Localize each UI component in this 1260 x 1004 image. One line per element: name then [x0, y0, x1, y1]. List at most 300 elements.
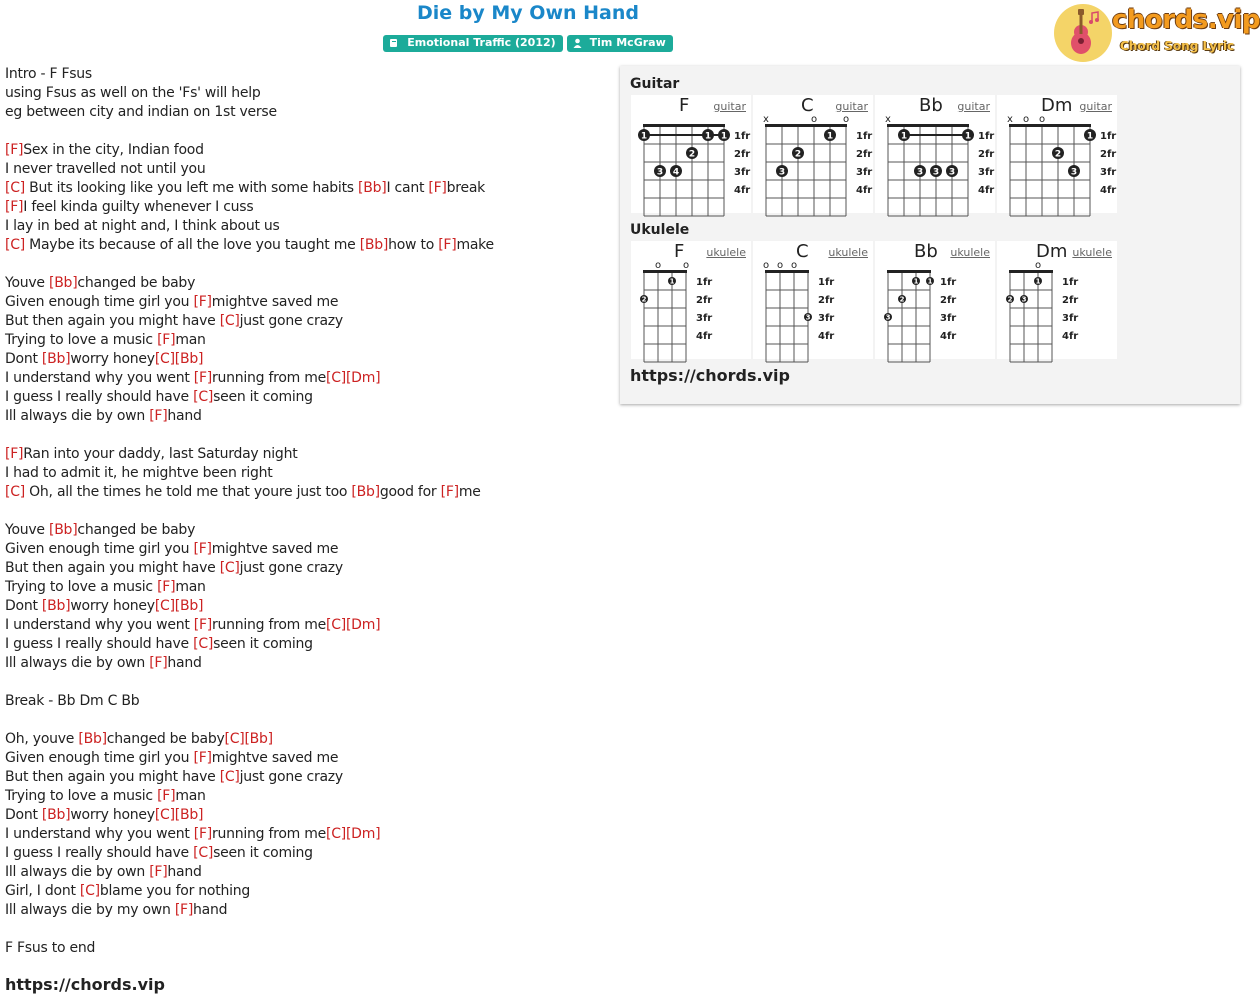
lyric-text: Girl, I dont	[5, 883, 80, 899]
chord-link[interactable]: [C]	[219, 313, 240, 329]
ukulele-chord-card[interactable]	[875, 241, 995, 359]
lyric-text: seen it coming	[213, 845, 313, 861]
lyric-text: mightve saved me	[211, 541, 339, 557]
chord-link[interactable]: [Dm]	[345, 617, 381, 633]
fret-label: 1fr	[1062, 277, 1079, 288]
lyric-text: Ill always die by own	[5, 655, 150, 671]
user-icon	[573, 38, 582, 48]
instrument-link[interactable]: guitar	[713, 100, 746, 113]
chord-name: C	[796, 241, 809, 262]
artist-badge[interactable]	[567, 35, 673, 52]
lyric-text: Break - Bb Dm C Bb	[5, 693, 140, 709]
finger-dot	[898, 295, 906, 304]
chord-link[interactable]: [C]	[193, 636, 214, 652]
open-string-marker: o	[842, 114, 850, 125]
chord-link[interactable]: [F]	[174, 902, 194, 918]
lyric-line	[5, 635, 610, 654]
open-string-marker: o	[810, 114, 818, 125]
finger-dot	[702, 129, 714, 142]
ukulele-chord-card[interactable]	[753, 241, 873, 359]
finger-dot	[1052, 147, 1064, 160]
lyric-text: Ill always die by own	[5, 864, 150, 880]
lyric-line	[5, 768, 610, 787]
chord-link[interactable]: [Bb]	[48, 275, 78, 291]
lyric-line	[5, 578, 610, 597]
instrument-link[interactable]: guitar	[957, 100, 990, 113]
finger-dot	[884, 313, 892, 322]
chord-diagram	[997, 241, 1117, 359]
chord-link[interactable]: [C]	[219, 769, 240, 785]
chord-link[interactable]: [C]	[326, 370, 346, 386]
lyric-blank-line	[5, 920, 610, 939]
svg-text:2: 2	[1007, 295, 1013, 304]
fret-label: 3fr	[818, 313, 835, 324]
lyric-line	[5, 882, 610, 901]
lyric-text: worry honey	[70, 351, 155, 367]
chord-diagram	[997, 95, 1117, 213]
open-string-marker: o	[654, 260, 662, 271]
chord-link[interactable]: [Bb]	[351, 484, 380, 500]
chord-link[interactable]: [Bb]	[48, 522, 78, 538]
finger-dot	[1006, 295, 1014, 304]
fret-label: 1fr	[940, 277, 957, 288]
open-string-marker: o	[776, 260, 784, 271]
lyric-text: But then again you might have	[5, 769, 220, 785]
lyric-text: I guess I really should have	[5, 845, 194, 861]
instrument-link[interactable]: guitar	[1079, 100, 1112, 113]
guitar-chord-card[interactable]	[875, 95, 995, 213]
lyric-blank-line	[5, 711, 610, 730]
lyric-text: seen it coming	[213, 389, 313, 405]
lyric-line	[5, 236, 610, 255]
lyric-blank-line	[5, 502, 610, 521]
lyric-line	[5, 559, 610, 578]
artist-badge-label: Tim McGraw	[589, 36, 666, 49]
svg-text:1: 1	[720, 131, 728, 142]
chord-link[interactable]: [F]	[193, 750, 212, 766]
finger-dot	[670, 165, 682, 178]
guitar-chord-card[interactable]	[631, 95, 751, 213]
nut	[1009, 124, 1091, 127]
lyric-text: Trying to love a music	[5, 579, 158, 595]
logo-guitar-icon	[1054, 4, 1112, 62]
song-title: Die by My Own Hand	[417, 2, 639, 24]
finger-dot	[686, 147, 698, 160]
chord-link[interactable]: [C]	[193, 845, 214, 861]
svg-text:1: 1	[900, 131, 908, 142]
lyric-line	[5, 350, 610, 369]
lyric-text: running from me	[212, 370, 327, 386]
lyric-text: Given enough time girl you	[5, 750, 194, 766]
lyric-line	[5, 388, 610, 407]
fret-label: 2fr	[1062, 295, 1079, 306]
svg-text:1: 1	[1035, 277, 1041, 286]
lyric-text: hand	[167, 408, 202, 424]
lyric-line	[5, 692, 610, 711]
fret-label: 4fr	[818, 331, 835, 342]
fret-label: 2fr	[978, 149, 995, 160]
chord-diagrams-panel	[620, 66, 1240, 404]
lyric-line	[5, 863, 610, 882]
album-badge-label: Emotional Traffic (2012)	[407, 36, 556, 49]
chord-link[interactable]: [Dm]	[345, 826, 381, 842]
chord-link[interactable]: [Bb]	[174, 598, 204, 614]
chord-diagram	[753, 241, 873, 359]
lyric-text: Oh, all the times he told me that youre just too	[24, 484, 352, 500]
open-string-marker: o	[762, 260, 770, 271]
open-string-marker: o	[1022, 114, 1030, 125]
lyric-text: mightve saved me	[211, 750, 339, 766]
lyric-line	[5, 483, 610, 502]
finger-dot	[926, 277, 934, 286]
chord-link[interactable]: [C]	[5, 180, 25, 196]
chord-link[interactable]: [Bb]	[174, 351, 204, 367]
chord-link[interactable]: [F]	[193, 826, 212, 842]
lyric-text: good for	[379, 484, 441, 500]
fret-label: 4fr	[734, 185, 751, 196]
lyric-text: I guess I really should have	[5, 636, 194, 652]
muted-string-marker: x	[885, 114, 891, 125]
nut	[765, 124, 847, 127]
svg-text:1: 1	[669, 277, 675, 286]
lyric-text: changed be baby	[77, 522, 196, 538]
lyric-line	[5, 217, 610, 236]
svg-text:2: 2	[641, 295, 647, 304]
chord-diagram	[631, 95, 751, 213]
svg-text:1: 1	[704, 131, 712, 142]
panel-url[interactable]: https://chords.vip	[630, 366, 790, 385]
instrument-link[interactable]: ukulele	[1072, 246, 1112, 259]
finger-dot	[668, 277, 676, 286]
fret-label: 1fr	[856, 131, 873, 142]
chord-link[interactable]: [F]	[5, 446, 24, 462]
lyric-text: Dont	[5, 351, 42, 367]
chord-link[interactable]: [C]	[193, 389, 214, 405]
finger-dot	[1084, 129, 1096, 142]
lyric-text: Youve	[5, 275, 49, 291]
chord-name: F	[674, 241, 685, 262]
lyric-text: Given enough time girl you	[5, 294, 194, 310]
instrument-link[interactable]: ukulele	[828, 246, 868, 259]
finger-dot	[776, 165, 788, 178]
chord-link[interactable]: [C]	[154, 598, 175, 614]
chord-diagram	[753, 95, 873, 213]
svg-text:3: 3	[916, 167, 924, 178]
lyric-line	[5, 787, 610, 806]
lyric-text: I lay in bed at night and, I think about us	[5, 218, 280, 234]
chord-link[interactable]: [F]	[193, 541, 212, 557]
finger-dot	[1034, 277, 1042, 286]
lyric-blank-line	[5, 122, 610, 141]
open-string-marker: o	[682, 260, 690, 271]
chord-link[interactable]: [F]	[149, 655, 168, 671]
chord-link[interactable]: [F]	[440, 484, 459, 500]
logo-tagline: Chord Song Lyric	[1120, 39, 1235, 53]
lyric-line	[5, 806, 610, 825]
lyric-line	[5, 274, 610, 293]
lyric-text: I feel kinda guilty whenever I cuss	[23, 199, 254, 215]
lyric-text: mightve saved me	[211, 294, 339, 310]
guitar-section-title: Guitar	[630, 76, 680, 92]
open-string-marker: o	[1038, 114, 1046, 125]
chord-link[interactable]: [Dm]	[345, 370, 381, 386]
finger-dot	[640, 295, 648, 304]
chord-link[interactable]: [C]	[326, 826, 346, 842]
lyric-text: worry honey	[70, 807, 155, 823]
svg-text:1: 1	[913, 277, 919, 286]
chord-link[interactable]: [C]	[224, 731, 245, 747]
lyric-text: break	[446, 180, 486, 196]
chord-diagram	[631, 241, 751, 359]
lyric-text: hand	[167, 864, 202, 880]
lyric-line	[5, 730, 610, 749]
lyric-line	[5, 160, 610, 179]
lyrics-body	[5, 65, 610, 958]
lyric-text: But its looking like you left me with some habits	[24, 180, 359, 196]
svg-text:3: 3	[656, 167, 664, 178]
chord-link[interactable]: [F]	[5, 142, 24, 158]
lyric-text: changed be baby	[77, 275, 196, 291]
lyric-line	[5, 331, 610, 350]
lyric-line	[5, 616, 610, 635]
lyric-text: just gone crazy	[239, 769, 343, 785]
lyric-text: seen it coming	[213, 636, 313, 652]
lyric-text: Dont	[5, 598, 42, 614]
fret-label: 3fr	[1062, 313, 1079, 324]
finger-dot	[824, 129, 836, 142]
fret-label: 2fr	[940, 295, 957, 306]
chord-link[interactable]: [F]	[149, 864, 168, 880]
lyric-text: Ill always die by my own	[5, 902, 175, 918]
song-badges	[0, 35, 1056, 52]
lyric-text: Maybe its because of all the love you taught me	[24, 237, 360, 253]
lyric-text: Given enough time girl you	[5, 541, 194, 557]
chord-link[interactable]: [Bb]	[174, 807, 204, 823]
lyric-line	[5, 939, 610, 958]
finger-dot	[962, 129, 974, 142]
site-logo[interactable]	[1054, 2, 1260, 62]
chord-link[interactable]: [Bb]	[244, 731, 273, 747]
nut	[643, 270, 687, 273]
lyric-text: me	[458, 484, 481, 500]
fret-label: 4fr	[856, 185, 873, 196]
finger-dot	[898, 129, 910, 142]
lyric-text: I cant	[386, 180, 429, 196]
fret-label: 4fr	[1062, 331, 1079, 342]
lyric-text: I guess I really should have	[5, 389, 194, 405]
svg-text:3: 3	[1070, 167, 1078, 178]
svg-text:1: 1	[640, 131, 648, 142]
ukulele-section-title: Ukulele	[630, 222, 690, 238]
chord-diagram	[875, 95, 995, 213]
finger-dot	[1020, 295, 1028, 304]
finger-dot	[946, 165, 958, 178]
svg-text:1: 1	[826, 131, 834, 142]
finger-dot	[654, 165, 666, 178]
lyric-text: Ran into your daddy, last Saturday night	[23, 446, 298, 462]
chord-name: F	[679, 95, 690, 116]
chord-link[interactable]: [Bb]	[41, 351, 71, 367]
chord-link[interactable]: [Bb]	[359, 237, 389, 253]
lyric-text: Dont	[5, 807, 42, 823]
lyric-text: just gone crazy	[239, 313, 343, 329]
lyric-line	[5, 407, 610, 426]
lyric-line	[5, 901, 610, 920]
fret-label: 3fr	[696, 313, 713, 324]
lyric-text: using Fsus as well on the 'Fs' will help	[5, 85, 261, 101]
chord-link[interactable]: [F]	[149, 408, 168, 424]
fret-label: 3fr	[940, 313, 957, 324]
lyric-text: Oh, youve	[5, 731, 79, 747]
lyric-text: just gone crazy	[239, 560, 343, 576]
chord-diagram	[875, 241, 995, 359]
svg-text:3: 3	[778, 167, 786, 178]
guitar-chord-card[interactable]	[753, 95, 873, 213]
fret-label: 1fr	[696, 277, 713, 288]
lyric-text: man	[175, 579, 206, 595]
chord-link[interactable]: [F]	[193, 370, 212, 386]
lyric-text: Ill always die by own	[5, 408, 150, 424]
chord-link[interactable]: [C]	[5, 484, 25, 500]
ukulele-chord-card[interactable]	[631, 241, 751, 359]
lyric-text: But then again you might have	[5, 313, 220, 329]
chord-link[interactable]: [F]	[193, 294, 212, 310]
lyric-blank-line	[5, 673, 610, 692]
muted-string-marker: x	[1007, 114, 1013, 125]
finger-dot	[1068, 165, 1080, 178]
lyric-line	[5, 84, 610, 103]
album-badge[interactable]	[383, 35, 562, 52]
chord-link[interactable]: [C]	[326, 617, 346, 633]
guitar-chord-card[interactable]	[997, 95, 1117, 213]
chord-link[interactable]: [F]	[5, 199, 24, 215]
fret-label: 4fr	[978, 185, 995, 196]
chord-link[interactable]: [C]	[5, 237, 25, 253]
footer-url[interactable]: https://chords.vip	[5, 975, 165, 994]
svg-text:2: 2	[794, 149, 802, 160]
chord-link[interactable]: [F]	[193, 617, 212, 633]
svg-text:1: 1	[927, 277, 933, 286]
fret-label: 2fr	[818, 295, 835, 306]
lyric-text: hand	[167, 655, 202, 671]
ukulele-chord-card[interactable]	[997, 241, 1117, 359]
fret-label: 2fr	[856, 149, 873, 160]
open-string-marker: o	[790, 260, 798, 271]
chord-link[interactable]: [C]	[79, 883, 100, 899]
instrument-link[interactable]: guitar	[835, 100, 868, 113]
chord-link[interactable]: [C]	[154, 351, 175, 367]
chord-link[interactable]: [Bb]	[358, 180, 387, 196]
fret-label: 4fr	[940, 331, 957, 342]
instrument-link[interactable]: ukulele	[706, 246, 746, 259]
lyric-line	[5, 540, 610, 559]
lyric-text: running from me	[212, 617, 327, 633]
lyric-text: hand	[193, 902, 228, 918]
lyric-text: Sex in the city, Indian food	[23, 142, 204, 158]
lyric-text: I understand why you went	[5, 826, 194, 842]
fret-label: 4fr	[1100, 185, 1117, 196]
book-icon	[389, 38, 399, 48]
svg-text:3: 3	[885, 313, 891, 322]
lyric-line	[5, 65, 610, 84]
lyric-text: eg between city and indian on 1st verse	[5, 104, 277, 120]
lyric-text: But then again you might have	[5, 560, 220, 576]
fret-label: 3fr	[856, 167, 873, 178]
lyric-text: Trying to love a music	[5, 332, 158, 348]
chord-link[interactable]: [F]	[157, 332, 176, 348]
finger-dot	[718, 129, 730, 142]
svg-text:3: 3	[805, 313, 811, 322]
lyric-blank-line	[5, 426, 610, 445]
lyric-text: Youve	[5, 522, 49, 538]
lyric-line	[5, 369, 610, 388]
lyric-text: running from me	[212, 826, 327, 842]
lyric-text: I never travelled not until you	[5, 161, 206, 177]
finger-dot	[792, 147, 804, 160]
fret-label: 1fr	[818, 277, 835, 288]
fret-label: 3fr	[734, 167, 751, 178]
lyric-text: I understand why you went	[5, 617, 194, 633]
chord-name: Dm	[1041, 95, 1073, 116]
chord-link[interactable]: [Bb]	[41, 807, 71, 823]
lyric-text: man	[175, 332, 206, 348]
chord-name: Bb	[919, 95, 943, 116]
lyric-text: blame you for nothing	[99, 883, 250, 899]
muted-string-marker: x	[763, 114, 769, 125]
logo-brand: chords.vip	[1112, 5, 1260, 35]
svg-text:2: 2	[688, 149, 696, 160]
lyric-line	[5, 445, 610, 464]
fret-label: 2fr	[696, 295, 713, 306]
chord-link[interactable]: [C]	[154, 807, 175, 823]
instrument-link[interactable]: ukulele	[950, 246, 990, 259]
chord-link[interactable]: [F]	[438, 237, 457, 253]
fret-label: 2fr	[1100, 149, 1117, 160]
nut	[765, 270, 809, 273]
fret-label: 1fr	[1100, 131, 1117, 142]
lyric-text: I had to admit it, he mightve been right	[5, 465, 273, 481]
chord-link[interactable]: [F]	[428, 180, 447, 196]
chord-name: C	[801, 95, 814, 116]
lyric-text: Intro - F Fsus	[5, 66, 92, 82]
chord-name: Bb	[914, 241, 938, 262]
svg-text:1: 1	[1086, 131, 1094, 142]
finger-dot	[914, 165, 926, 178]
fret-label: 1fr	[734, 131, 751, 142]
chord-link[interactable]: [Bb]	[78, 731, 107, 747]
lyric-text: how to	[388, 237, 439, 253]
chord-link[interactable]: [Bb]	[41, 598, 71, 614]
lyric-line	[5, 293, 610, 312]
fret-label: 3fr	[978, 167, 995, 178]
nut	[1009, 270, 1053, 273]
lyric-line	[5, 312, 610, 331]
svg-text:3: 3	[1021, 295, 1027, 304]
fret-label: 3fr	[1100, 167, 1117, 178]
lyric-text: I understand why you went	[5, 370, 194, 386]
finger-dot	[930, 165, 942, 178]
finger-dot	[638, 129, 650, 142]
lyric-line	[5, 179, 610, 198]
svg-text:2: 2	[899, 295, 905, 304]
lyric-text: F Fsus to end	[5, 940, 96, 956]
chord-link[interactable]: [F]	[157, 788, 176, 804]
finger-dot	[912, 277, 920, 286]
chord-link[interactable]: [C]	[219, 560, 240, 576]
svg-text:4: 4	[672, 167, 680, 178]
svg-text:3: 3	[932, 167, 940, 178]
chord-link[interactable]: [F]	[157, 579, 176, 595]
